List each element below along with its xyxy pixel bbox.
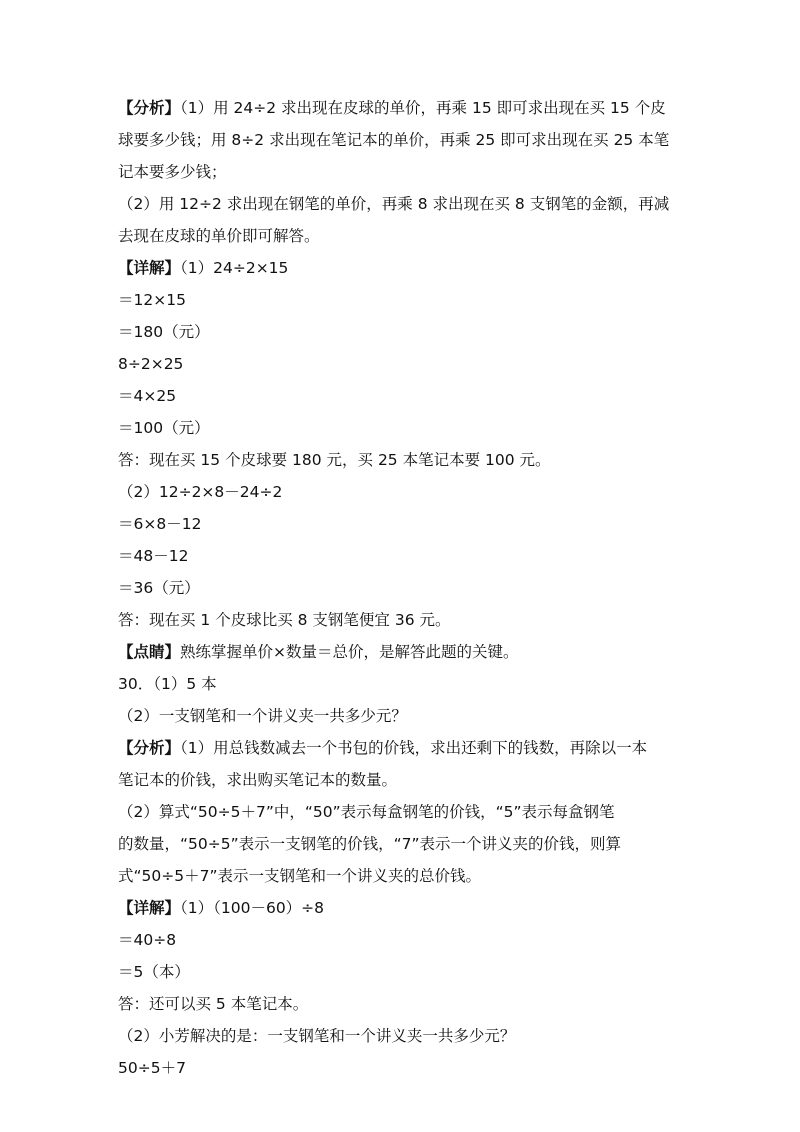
line-text: （2）小芳解决的是：一支钢笔和一个讲义夹一共多少元？ [118,1027,516,1045]
line-text: ＝48－12 [118,547,189,565]
text-line [118,636,688,668]
text-line [118,668,688,700]
line-text: 答：还可以买 5 本笔记本。 [118,995,309,1013]
line-text: 的数量，“50÷5”表示一支钢笔的价钱，“7”表示一个讲义夹的价钱，则算 [118,835,622,853]
line-text: （1）用总钱数减去一个书包的价钱，求出还剩下的钱数，再除以一本 [180,739,648,757]
text-line [118,124,688,156]
line-text: 熟练掌握单价×数量＝总价，是解答此题的关键。 [180,643,519,661]
text-line [118,700,688,732]
line-text: 记本要多少钱； [118,163,227,181]
section-tag-analysis: 【分析】 [118,99,181,117]
line-text: 去现在皮球的单价即可解答。 [118,227,320,245]
text-line [118,508,688,540]
line-text: （1）（100－60）÷8 [180,899,325,917]
text-line [118,444,688,476]
line-text: ＝4×25 [118,387,177,405]
text-line [118,380,688,412]
line-text: （2）算式“50÷5＋7”中，“50”表示每盒钢笔的价钱，“5”表示每盒钢笔 [118,803,615,821]
line-text: （1）用 24÷2 求出现在皮球的单价，再乘 15 即可求出现在买 15 个皮 [180,99,666,117]
line-text: 30．（1）5 本 [118,675,217,693]
text-line [118,988,688,1020]
section-tag-detail: 【详解】 [118,899,181,917]
line-text: （1）24÷2×15 [180,259,289,277]
text-line [118,764,688,796]
text-line [118,220,688,252]
line-text: 答：现在买 15 个皮球要 180 元，买 25 本笔记本要 100 元。 [118,451,551,469]
text-line [118,156,688,188]
section-tag-comment: 【点睛】 [118,643,181,661]
text-line [118,348,688,380]
text-line [118,796,688,828]
text-line [118,860,688,892]
text-line [118,892,688,924]
line-text: ＝12×15 [118,291,186,309]
text-line [118,92,688,124]
text-line [118,540,688,572]
text-line [118,572,688,604]
line-text: ＝100（元） [118,419,210,437]
text-line [118,476,688,508]
line-text: 式“50÷5＋7”表示一支钢笔和一个讲义夹的总价钱。 [118,867,481,885]
line-text: （2）12÷2×8－24÷2 [118,483,283,501]
line-text: （2）一支钢笔和一个讲义夹一共多少元？ [118,707,407,725]
line-text: ＝5（本） [118,963,190,981]
line-text: ＝180（元） [118,323,210,341]
line-text: 50÷5＋7 [118,1059,186,1077]
text-line [118,316,688,348]
text-line [118,828,688,860]
line-text: 答：现在买 1 个皮球比买 8 支钢笔便宜 36 元。 [118,611,451,629]
line-text: （2）用 12÷2 求出现在钢笔的单价，再乘 8 求出现在买 8 支钢笔的金额，再减 [118,195,670,213]
line-text: 8÷2×25 [118,355,184,373]
text-line [118,284,688,316]
line-text: ＝6×8－12 [118,515,202,533]
text-line [118,924,688,956]
text-line [118,732,688,764]
section-tag-analysis: 【分析】 [118,739,181,757]
line-text: 笔记本的价钱，求出购买笔记本的数量。 [118,771,398,789]
text-line [118,252,688,284]
text-line [118,1052,688,1084]
text-line [118,412,688,444]
text-line [118,1020,688,1052]
line-text: 球要多少钱；用 8÷2 求出现在笔记本的单价，再乘 25 即可求出现在买 25 本笔 [118,131,670,149]
text-line [118,188,688,220]
line-text: ＝40÷8 [118,931,177,949]
text-line [118,604,688,636]
text-line [118,956,688,988]
section-tag-detail: 【详解】 [118,259,181,277]
line-text: ＝36（元） [118,579,200,597]
